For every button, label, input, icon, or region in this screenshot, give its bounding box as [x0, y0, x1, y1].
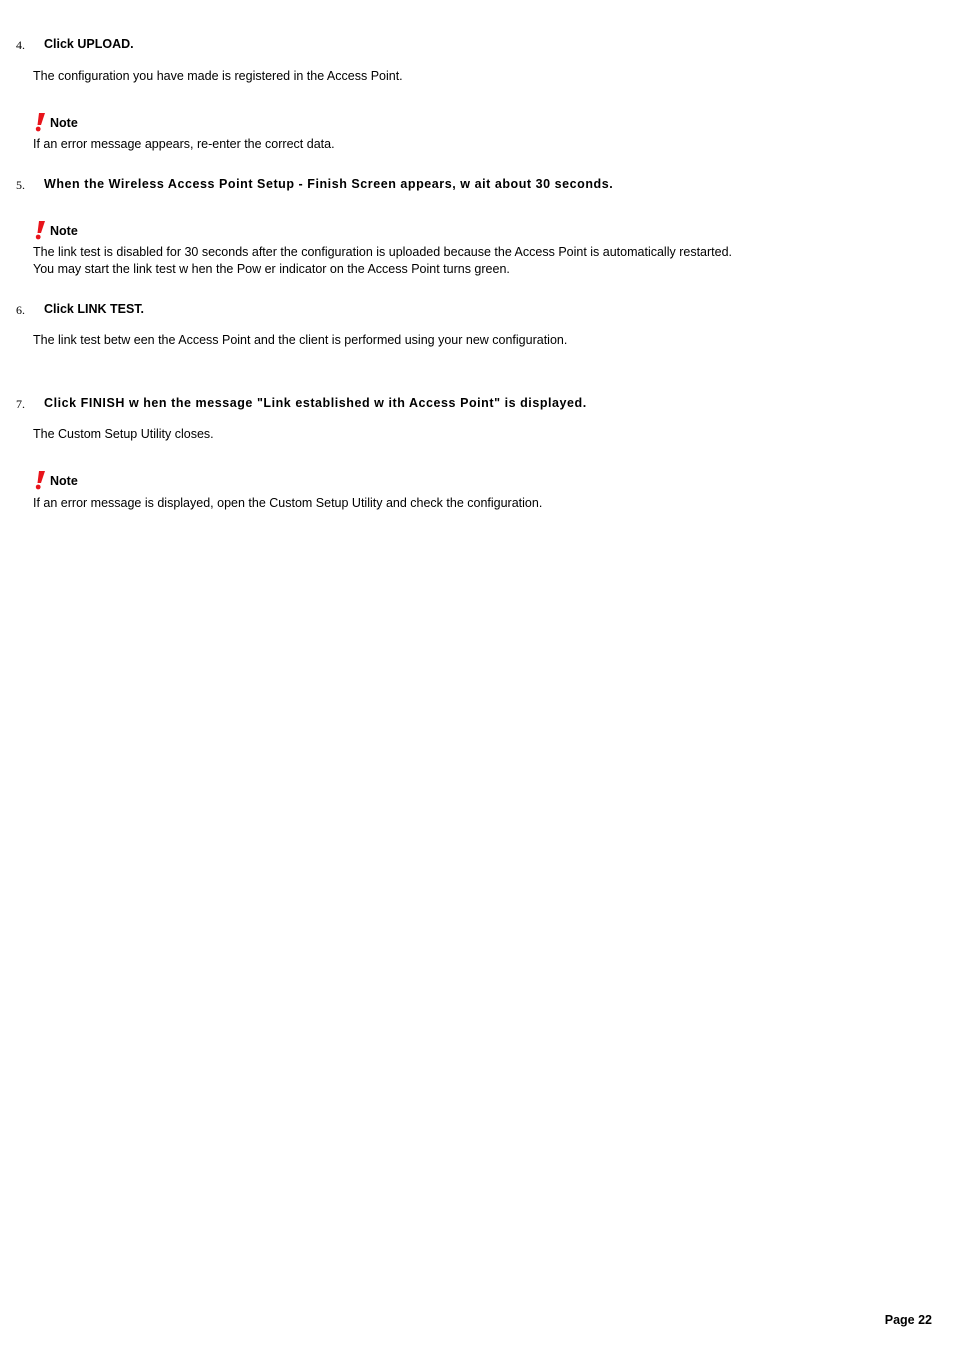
step-5-title: When the Wireless Access Point Setup - Finish Screen appears, w ait about 30 seconds.	[44, 177, 614, 191]
note-label: Note	[50, 224, 78, 238]
note-1-text: If an error message appears, re-enter the correct data.	[33, 137, 335, 151]
step-7-title: Click FINISH w hen the message "Link established w ith Access Point" is displayed.	[44, 396, 587, 410]
step-7-body: The Custom Setup Utility closes.	[33, 427, 214, 441]
note-2-text-line-2: You may start the link test w hen the Pow er indicator on the Access Point turns green.	[33, 262, 510, 276]
exclamation-icon	[33, 220, 47, 240]
note-2-text-line-1: The link test is disabled for 30 seconds after the configuration is uploaded because the Access Point is automatically restarted.	[33, 245, 733, 259]
note-label: Note	[50, 116, 78, 130]
note-3-text: If an error message is displayed, open the Custom Setup Utility and check the configuration.	[33, 496, 543, 510]
step-4-body: The configuration you have made is registered in the Access Point.	[33, 69, 403, 83]
note-label: Note	[50, 474, 78, 488]
page-number: Page 22	[884, 1313, 932, 1327]
step-6-title: Click LINK TEST.	[44, 302, 145, 316]
step-4-title: Click UPLOAD.	[44, 37, 134, 51]
step-4-number: 4.	[16, 38, 25, 52]
step-5-number: 5.	[16, 178, 25, 192]
step-6-body: The link test betw een the Access Point and the client is performed using your new configuration.	[33, 333, 568, 347]
step-6-number: 6.	[16, 303, 25, 317]
exclamation-icon	[33, 470, 47, 490]
step-7-number: 7.	[16, 397, 25, 411]
exclamation-icon	[33, 112, 47, 132]
